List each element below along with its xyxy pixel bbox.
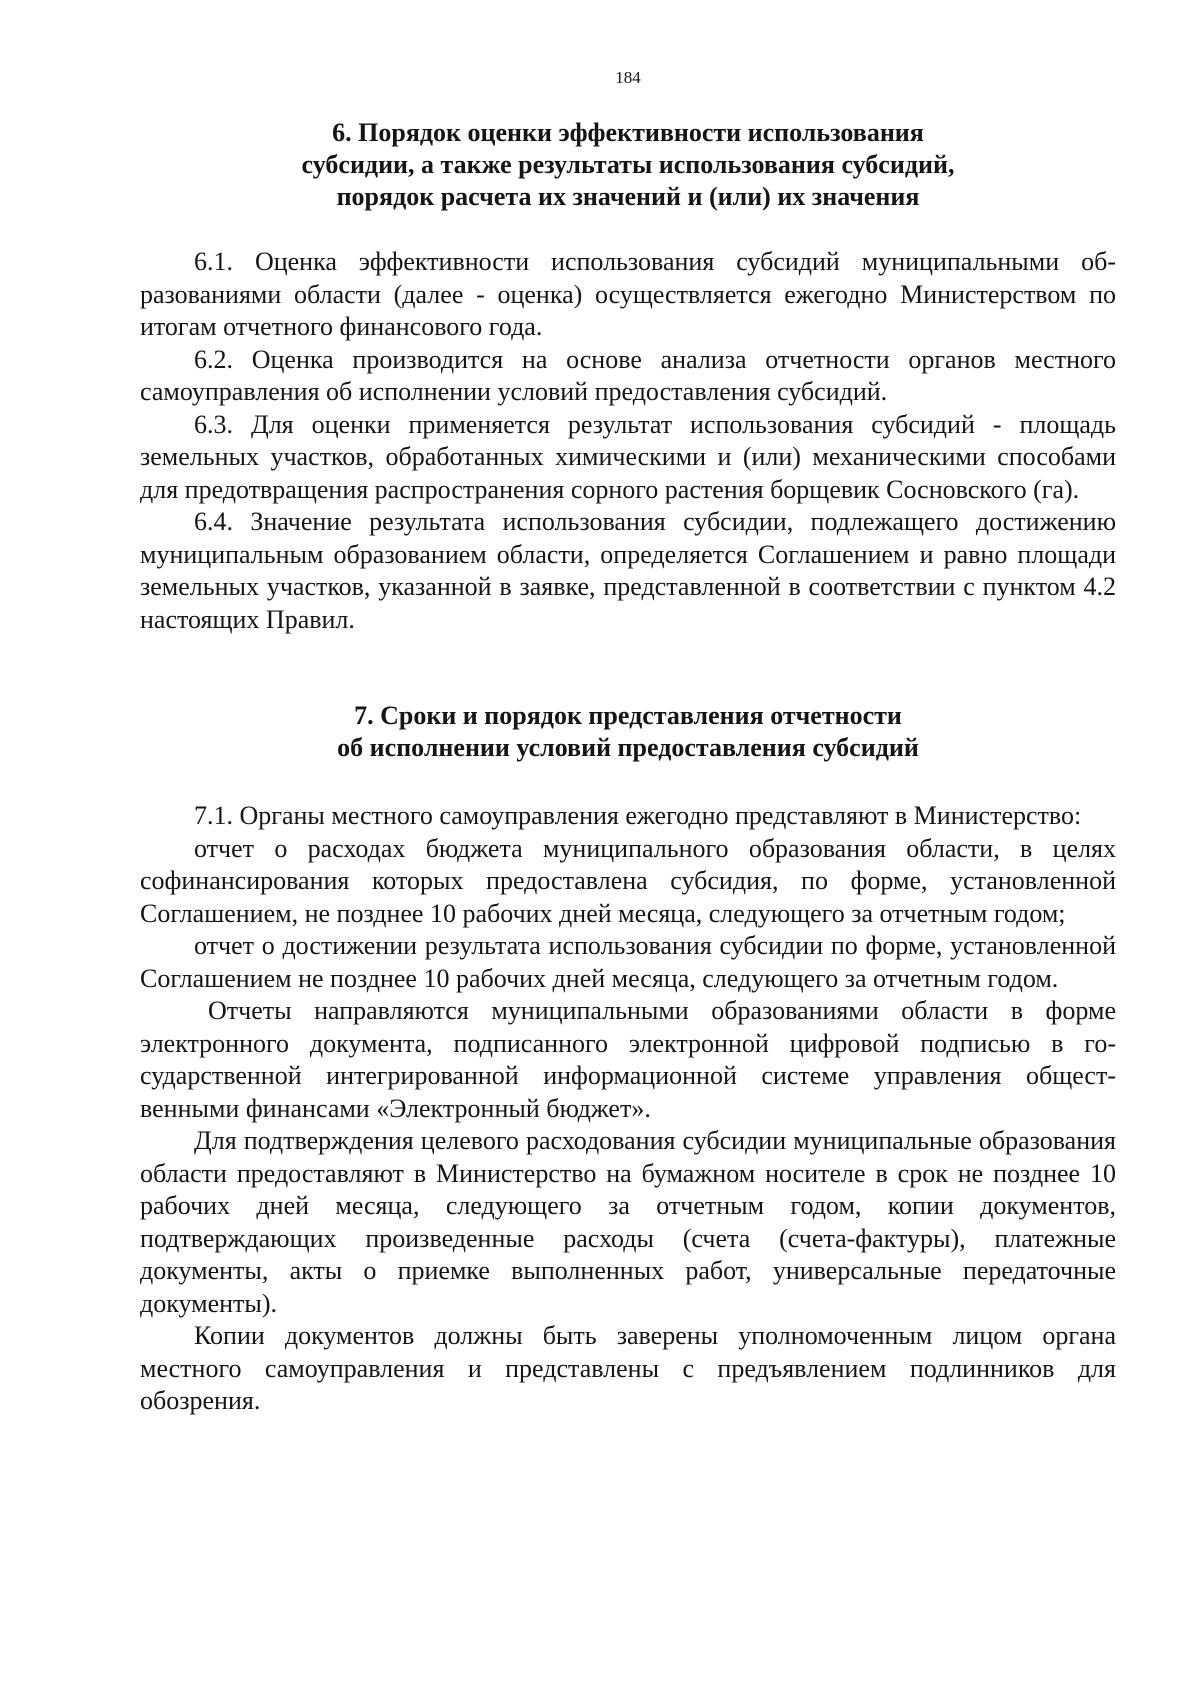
paragraph-expense-report: отчет о расходах бюджета муниципального образования области, в целях софинансирования которых предоставлена субсидия, по форме, установленной Соглашением, не позднее 10 рабочих дней месяца, следующего за отчетным годом; <box>140 833 1116 928</box>
section-6-body <box>140 246 1116 636</box>
paragraph-6-4: 6.4. Значение результата использования субсидии, подлежащего достижению муниципальным образованием области, определяется Соглашением и равно площади земельных участков, указанной в заявке, представленной в соответствии с пунктом 4.2 настоящих Правил. <box>140 507 1116 634</box>
section-6-heading <box>140 117 1116 213</box>
page-number: 184 <box>615 68 641 87</box>
section-6-heading-line: 6. Порядок оценки эффективности использования <box>332 118 924 147</box>
section-6-heading-line: порядок расчета их значений и (или) их значения <box>336 182 920 211</box>
section-7-heading-line: 7. Сроки и порядок представления отчетности <box>354 701 902 730</box>
paragraph-paper-documents: Для подтверждения целевого расходования субсидии муниципальные образования области предоставляют в Министерство на бумажном носителе в срок не позднее 10 рабочих дней месяца, следующего за отчетным годом, копии документов, подтверждающих произведенные расходы (счета (счета-фактуры), платежные документы, акты о приемке выполненных работ, универсальные передаточные документы). <box>140 1126 1116 1318</box>
paragraph-certified-copies: Копии документов должны быть заверены уполномоченным лицом органа местного самоуправления и представлены с предъявлением подлинников для обозрения. <box>140 1321 1116 1415</box>
section-7-body <box>140 800 1116 1418</box>
paragraph-7-1: 7.1. Органы местного самоуправления ежегодно представляют в Министерство: <box>194 801 1082 830</box>
section-7-heading-line: об исполнении условий предоставления субсидий <box>337 733 919 762</box>
paragraph-electronic-submission: Отчеты направляются муниципальными образованиями области в форме электронного документа, подписанного электронной цифровой подписью в государственной интегрированной информационной системе управления общественными финансами «Электронный бюджет». <box>140 996 1116 1123</box>
section-7-heading <box>140 700 1116 764</box>
paragraph-6-1: 6.1. Оценка эффективности использования субсидий муниципальными образованиями области (далее - оценка) осуществляется ежегодно Министерством по итогам отчетного финансового года. <box>140 247 1116 341</box>
section-6-heading-line: субсидии, а также результаты использования субсидий, <box>301 150 955 179</box>
paragraph-6-2: 6.2. Оценка производится на основе анализа отчетности органов местного самоуправления об исполнении условий предоставления субсидий. <box>140 344 1116 406</box>
paragraph-6-3: 6.3. Для оценки применяется результат использования субсидий - площадь земельных участков, обработанных химическими и (или) механическими способами для предотвращения распространения сорного растения борщевик Сосновского (га). <box>140 409 1116 504</box>
paragraph-result-report: отчет о достижении результата использования субсидии по форме, установленной Соглашением не позднее 10 рабочих дней месяца, следующего за отчетным годом. <box>140 931 1116 993</box>
document-page <box>140 0 1116 1697</box>
